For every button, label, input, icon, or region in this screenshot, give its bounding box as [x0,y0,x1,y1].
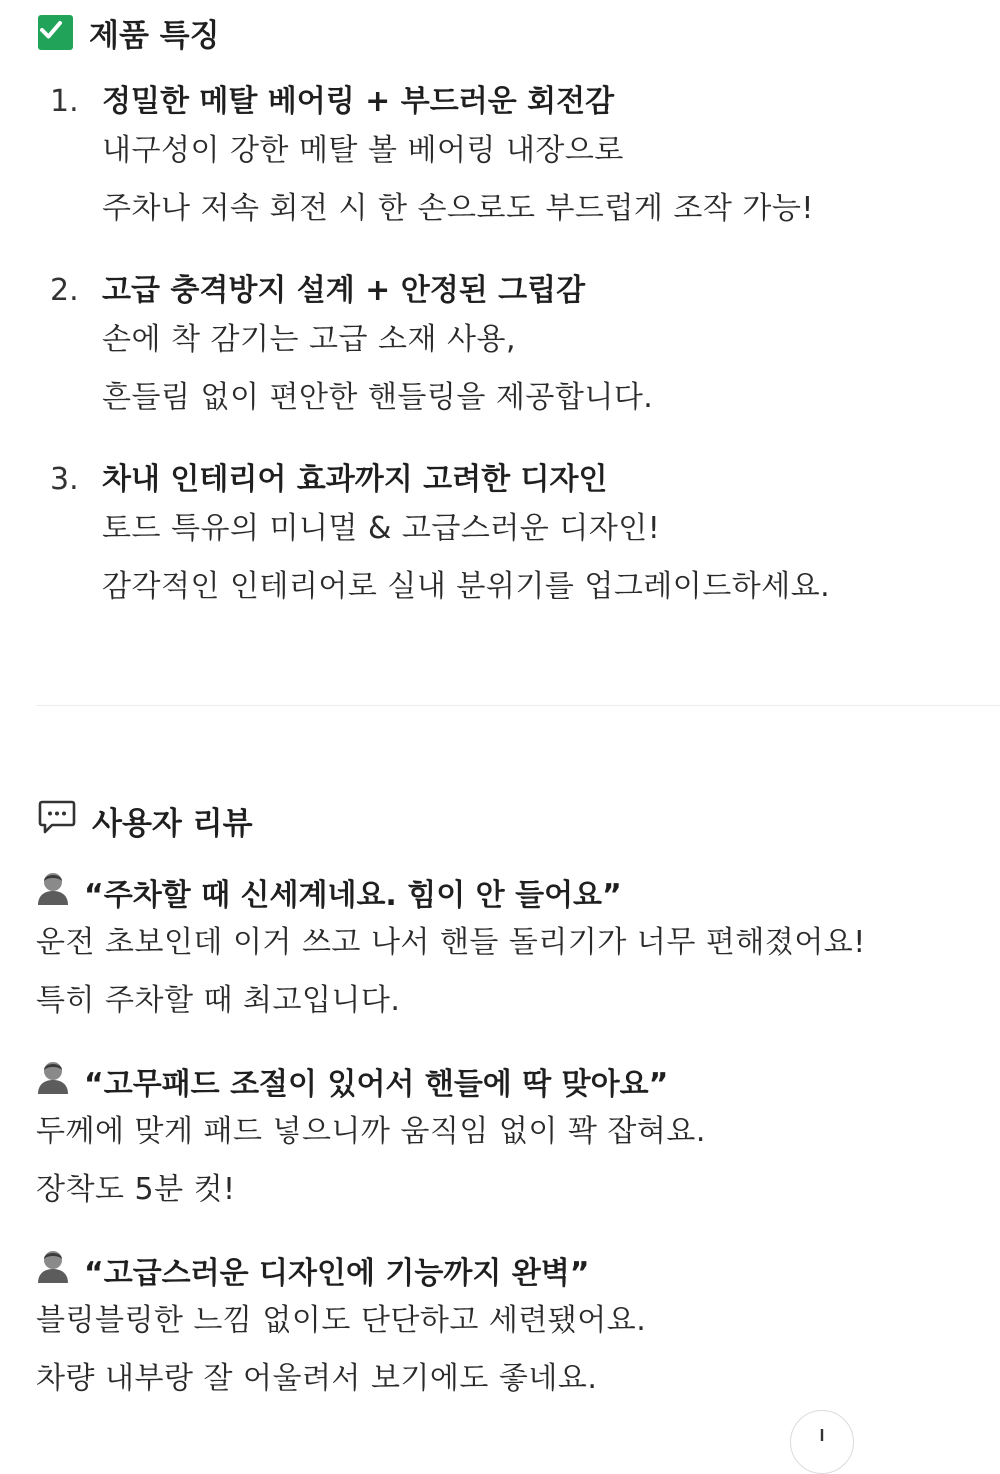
review-text: 두께에 맞게 패드 넣으니까 움직임 없이 꽉 잡혀요. [36,1114,706,1149]
feature-item-1 [50,82,980,238]
reviews-title-text: 사용자 리뷰 [92,806,253,842]
person-icon [36,1059,70,1103]
feature-description: 토드 특유의 미니멀 & 고급스러운 디자인! [102,511,661,546]
feature-number: 2. [50,273,79,308]
feature-description: 손에 착 감기는 고급 소재 사용, [102,322,516,357]
feature-item-3 [50,460,980,616]
person-icon [36,870,70,914]
arrow-up-icon [812,1411,832,1441]
feature-description: 주차나 저속 회전 시 한 손으로도 부드럽게 조작 가능! [102,191,814,226]
reviews-title [38,798,253,843]
check-mark-icon [38,15,73,50]
review-text: 블링블링한 느낌 없이도 단단하고 세련됐어요. [36,1303,647,1338]
review-text: 차량 내부랑 잘 어울려서 보기에도 좋네요. [36,1361,598,1396]
review-item-1 [36,870,990,1030]
feature-item-2 [50,271,980,427]
review-quote: “고급스러운 디자인에 기능까지 완벽” [84,1256,590,1291]
scroll-top-button[interactable] [790,1410,854,1474]
feature-number: 3. [50,462,79,497]
feature-description: 흔들림 없이 편안한 핸들링을 제공합니다. [102,380,654,415]
review-quote: “주차할 때 신세계네요. 힘이 안 들어요” [84,878,622,913]
review-text: 특히 주차할 때 최고입니다. [36,983,401,1018]
feature-description: 내구성이 강한 메탈 볼 베어링 내장으로 [102,133,624,168]
feature-description: 감각적인 인테리어로 실내 분위기를 업그레이드하세요. [102,569,831,604]
feature-title: 고급 충격방지 설계 + 안정된 그립감 [102,273,586,308]
speech-bubble-icon [38,799,76,843]
feature-number: 1. [50,84,79,119]
review-text: 장착도 5분 컷! [36,1172,236,1207]
feature-title: 정밀한 메탈 베어링 + 부드러운 회전감 [102,84,615,119]
review-quote: “고무패드 조절이 있어서 핸들에 딱 맞아요” [84,1067,669,1102]
feature-title: 차내 인테리어 효과까지 고려한 디자인 [102,462,608,497]
review-item-3 [36,1248,990,1408]
features-title-text: 제품 특징 [89,18,220,54]
person-icon [36,1248,70,1292]
review-item-2 [36,1059,990,1219]
section-divider [36,705,1000,706]
features-title [38,10,220,55]
review-text: 운전 초보인데 이거 쓰고 나서 핸들 돌리기가 너무 편해졌어요! [36,925,866,960]
